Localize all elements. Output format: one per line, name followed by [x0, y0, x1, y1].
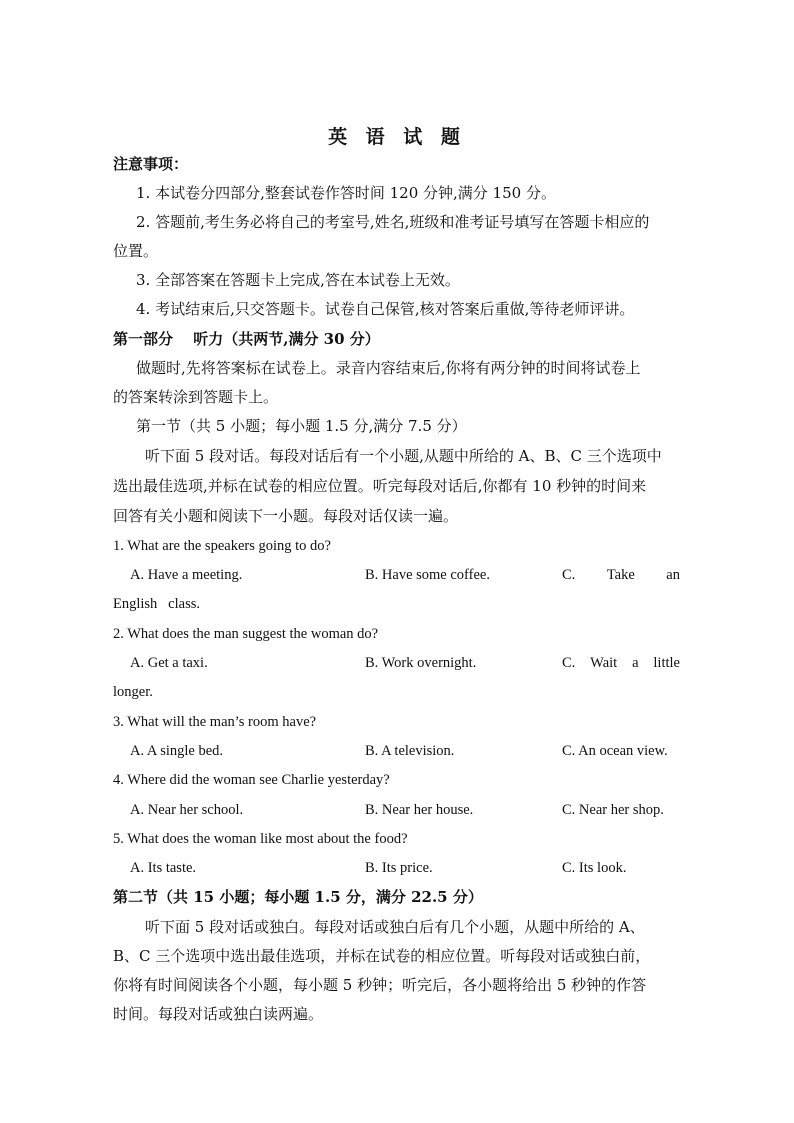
option-c-word: an	[666, 567, 680, 583]
question-1: 1. What are the speakers going to do?	[113, 538, 331, 554]
section2-instructions-4: 时间。每段对话或独白读两遍。	[113, 1005, 324, 1023]
notice-heading: 注意事项：	[113, 155, 189, 173]
question-5-option-a: A. Its taste.	[130, 860, 197, 876]
option-c-word: Wait	[590, 655, 618, 671]
section1-instructions-end: 回答有关小题和阅读下一小题。每段对话仅读一遍。	[113, 507, 459, 525]
notice-item-2: 2. 答题前,考生务必将自己的考室号,姓名,班级和准考证号填写在答题卡相应的	[136, 213, 650, 231]
section2-instructions-2: B、C 三个选项中选出最佳选项，并标在试卷的相应位置。听每段对话或独白前，	[113, 947, 651, 965]
question-2: 2. What does the man suggest the woman do?	[113, 626, 379, 642]
question-4: 4. Where did the woman see Charlie yesterday?	[113, 772, 390, 788]
option-c-word: Take	[606, 567, 635, 583]
question-4-option-a: A. Near her school.	[130, 802, 244, 818]
question-4-option-c: C. Near her shop.	[562, 802, 664, 818]
section1-heading: 第一节（共 5 小题；每小题 1.5 分,满分 7.5 分）	[136, 417, 467, 435]
question-2-option-c-cont: longer.	[113, 684, 153, 700]
section2-instructions-3: 你将有时间阅读各个小题，每小题 5 秒钟；听完后，各小题将给出 5 秒钟的作答	[113, 976, 647, 994]
part1-intro: 做题时,先将答案标在试卷上。录音内容结束后,你将有两分钟的时间将试卷上	[136, 359, 641, 377]
option-c-word: little	[653, 655, 680, 671]
part1-heading: 第一部分 听力（共两节,满分 30 分）	[113, 330, 380, 348]
option-c-word: a	[632, 655, 639, 671]
question-4-option-b: B. Near her house.	[365, 802, 474, 818]
notice-item-4: 4. 考试结束后,只交答题卡。试卷自己保管,核对答案后重做,等待老师评讲。	[136, 300, 635, 318]
section2-heading: 第二节（共 15 小题；每小题 1.5 分，满分 22.5 分）	[113, 888, 483, 906]
question-3-option-a: A. A single bed.	[130, 743, 224, 759]
question-1-option-b: B. Have some coffee.	[365, 567, 490, 583]
question-1-option-a: A. Have a meeting.	[130, 567, 243, 583]
option-c-word: C.	[562, 655, 576, 671]
question-3-option-c: C. An ocean view.	[562, 743, 668, 759]
part1-intro-cont: 的答案转涂到答题卡上。	[113, 388, 279, 406]
notice-item-2-cont: 位置。	[113, 242, 159, 260]
section1-instructions-cont: 选出最佳选项,并标在试卷的相应位置。听完每段对话后,你都有 10 秒钟的时间来	[113, 477, 647, 495]
question-3: 3. What will the man’s room have?	[113, 714, 317, 730]
section2-instructions: 听下面 5 段对话或独白。每段对话或独白后有几个小题，从题中所给的 A、	[145, 918, 645, 936]
notice-item-1: 1. 本试卷分四部分,整套试卷作答时间 120 分钟,满分 150 分。	[136, 184, 556, 202]
question-1-option-c-cont: English class.	[113, 596, 200, 612]
question-2-option-a: A. Get a taxi.	[130, 655, 208, 671]
question-3-option-b: B. A television.	[365, 743, 455, 759]
question-5: 5. What does the woman like most about the food?	[113, 831, 408, 847]
section1-instructions: 听下面 5 段对话。每段对话后有一个小题,从题中所给的 A、B、C 三个选项中	[145, 447, 662, 465]
page-title: 英 语 试 题	[328, 126, 466, 148]
notice-item-3: 3. 全部答案在答题卡上完成,答在本试卷上无效。	[136, 271, 460, 289]
option-c-word: C.	[562, 567, 576, 583]
question-5-option-b: B. Its price.	[365, 860, 433, 876]
question-1-option-c	[562, 565, 680, 585]
question-2-option-c	[562, 653, 680, 673]
question-5-option-c: C. Its look.	[562, 860, 627, 876]
question-2-option-b: B. Work overnight.	[365, 655, 477, 671]
